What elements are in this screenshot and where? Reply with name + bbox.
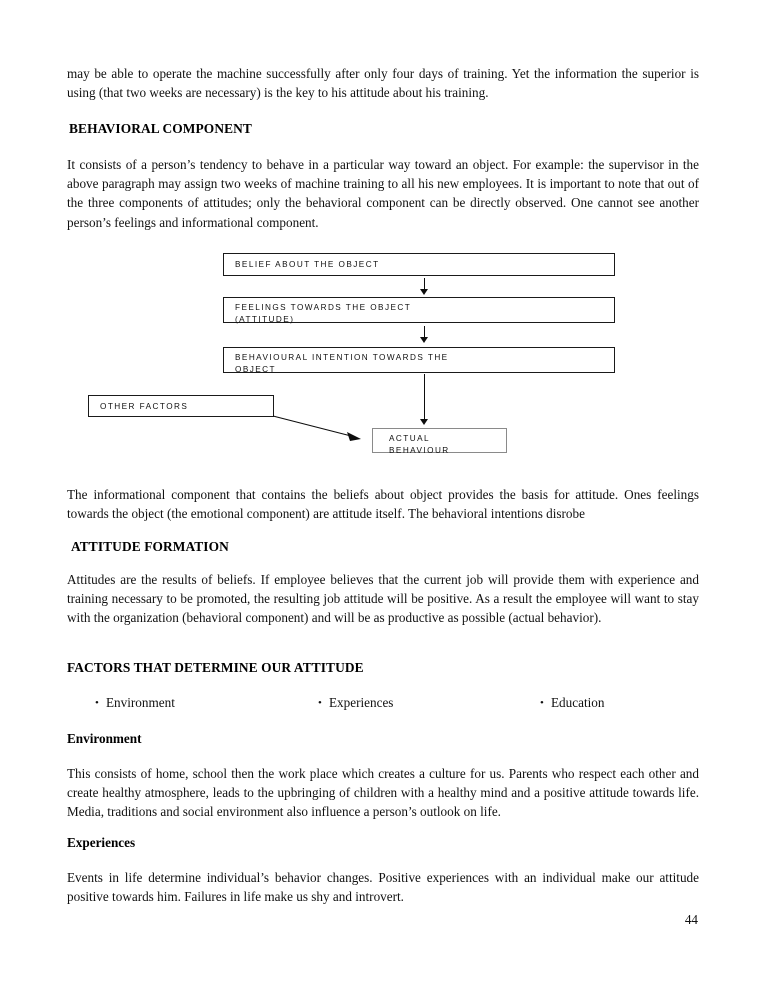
list-item-label: Experiences <box>329 695 394 710</box>
paragraph-environment: This consists of home, school then the work place which creates a culture for us. Parents who respect each other and create healthy atmosphere, leads to the upbringing of children with a healthy mind and a positive attitude towards life. Media, traditions and social environment also influence a person’s outlook on life. <box>67 766 699 820</box>
arrow-belief-to-feelings-head <box>420 289 428 295</box>
page-number: 44 <box>684 912 698 927</box>
paragraph-behavioral-component: It consists of a person’s tendency to behave in a particular way toward an object. For example: the supervisor in the above paragraph may assign two weeks of machine training to all his new employees. It is important to note that out of the three components of attitudes; only the behavioral component can be directly observed. One cannot see another person’s feelings and informational component. <box>67 157 699 230</box>
heading-behavioral-component: BEHAVIORAL COMPONENT <box>69 121 252 136</box>
arrow-intention-to-actual-shaft <box>424 374 425 421</box>
diagram-box-intention-line2: OBJECT <box>235 364 276 374</box>
heading-factors-that-determine: FACTORS THAT DETERMINE OUR ATTITUDE <box>67 660 364 675</box>
diagram-box-actual-behaviour-line1: ACTUAL <box>389 434 431 443</box>
heading-attitude-formation: ATTITUDE FORMATION <box>71 539 229 554</box>
subheading-environment: Environment <box>67 731 142 746</box>
diagram-box-other-factors <box>88 395 274 417</box>
diagram-box-feelings-line1: FEELINGS TOWARDS THE OBJECT <box>235 303 412 312</box>
factors-bullet-list <box>67 693 699 713</box>
arrow-feelings-to-intention-head <box>420 337 428 343</box>
diagram-box-other-factors-line1: OTHER FACTORS <box>100 402 189 411</box>
list-item <box>95 693 175 713</box>
bullet-icon: • <box>95 697 99 709</box>
list-item <box>318 693 393 713</box>
diagram-box-intention-line1: BEHAVIOURAL INTENTION TOWARDS THE <box>235 353 449 362</box>
diagram-box-actual-behaviour-line2: BEHAVIOUR <box>389 445 450 455</box>
diagram-box-feelings <box>223 297 615 323</box>
bullet-icon: • <box>540 697 544 709</box>
arrow-other-factors-head <box>347 432 361 441</box>
diagram-box-belief <box>223 253 615 276</box>
paragraph-attitude-formation: Attitudes are the results of beliefs. If employee believes that the current job will provide them with experience and training necessary to be promoted, the resulting job attitude will be positive. As a result the employee will want to stay with the organization (behavioral component) and will be as productive as possible (actual behavior). <box>67 572 699 626</box>
list-item <box>540 693 604 713</box>
arrow-feelings-to-intention-shaft <box>424 326 425 339</box>
paragraph-after-diagram: The informational component that contains the beliefs about object provides the basis for attitude. Ones feelings towards the object (the emotional component) are attitude itself. The behavioral intentions disrobe <box>67 487 699 522</box>
diagram-box-feelings-line2: (ATTITUDE) <box>235 314 295 324</box>
diagram-box-intention <box>223 347 615 373</box>
list-item-label: Environment <box>106 695 175 710</box>
diagram-box-belief-line1: BELIEF ABOUT THE OBJECT <box>235 260 380 269</box>
arrow-belief-to-feelings-shaft <box>424 278 425 291</box>
arrow-other-factors-shaft <box>273 416 355 437</box>
bullet-icon: • <box>318 697 322 709</box>
subheading-experiences: Experiences <box>67 835 136 850</box>
paragraph-experiences: Events in life determine individual’s behavior changes. Positive experiences with an individual make our attitude positive towards him. Failures in life make us shy and introvert. <box>67 870 699 905</box>
diagram-box-actual-behaviour <box>372 428 507 453</box>
paragraph-intro: may be able to operate the machine successfully after only four days of training. Yet the information the superior is using (that two weeks are necessary) is the key to his attitude about his training. <box>67 66 699 101</box>
list-item-label: Education <box>551 695 605 710</box>
arrow-intention-to-actual-head <box>420 419 428 425</box>
